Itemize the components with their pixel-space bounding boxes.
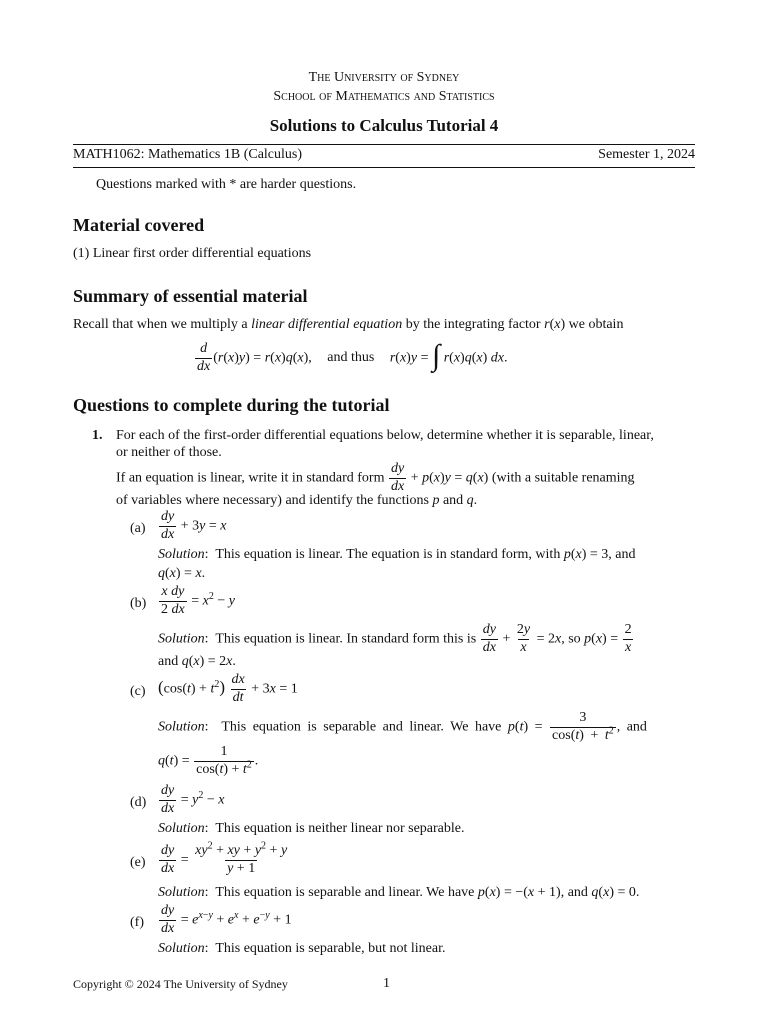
part-f-equation: $\frac{dy}{dx}$ = $e^{x-y} + e^x + e^{-y} + 1$ — [161, 903, 292, 936]
bottom-rule — [73, 167, 695, 168]
part-b-solution: Solution: This equation is linear. In standard form this is $\frac{dy}{dx}$ + $\frac{2y}{x}$ = 2x, so p(x) = $\frac{2}{x}$ — [158, 622, 632, 655]
part-c-label: (c) — [130, 684, 146, 699]
material-heading: Material covered — [73, 215, 205, 235]
questions-heading: Questions to complete during the tutorial — [73, 395, 390, 415]
part-c-solution: Solution: This equation is separable and linear. We have p(t) = $\frac{3}{\cos(t) + t^2}$ , and — [158, 710, 647, 743]
part-b-label: (b) — [130, 596, 147, 611]
part-e-label: (e) — [130, 855, 146, 870]
summary-formula: $\frac{d}{dx}$ (r(x)y) = r(x)q(x), and thus r(x)y = ∫ r(x)q(x) dx. — [197, 339, 508, 374]
part-e-equation: $\frac{dy}{dx}$ = $\frac{xy^2 + xy + y^2 + y}{y + 1}$ — [161, 840, 288, 876]
page-title: Solutions to Calculus Tutorial 4 — [269, 116, 499, 135]
part-a-label: (a) — [130, 521, 146, 536]
question-1-standard-form-line2: of variables where necessary) and identify the functions p and q. — [116, 493, 478, 508]
page-number: 1 — [383, 976, 390, 991]
school-name: School of Mathematics and Statistics — [273, 89, 495, 104]
semester-label: Semester 1, 2024 — [598, 147, 695, 162]
part-f-label: (f) — [130, 915, 144, 930]
university-name: The University of Sydney — [308, 70, 460, 85]
question-1-standard-form: If an equation is linear, write it in standard form $\frac{dy}{dx}$ + p(x)y = q(x) (with a suitable renaming — [116, 461, 635, 494]
top-rule — [73, 144, 695, 145]
part-b-equation: $\frac{\text{x dy}}{2 dx}$ = $x^2 - y$ — [161, 584, 235, 617]
material-item: (1) Linear first order differential equations — [73, 246, 312, 261]
part-d-equation: $\frac{dy}{dx}$ = $y^2 - x$ — [161, 783, 225, 816]
harder-questions-note: Questions marked with * are harder questions. — [96, 177, 357, 192]
part-d-label: (d) — [130, 795, 147, 810]
and-thus-text: and thus — [327, 350, 375, 366]
course-name: MATH1062: Mathematics 1B (Calculus) — [73, 147, 303, 162]
summary-text: Recall that when we multiply a linear differential equation by the integrating factor r(x) we obtain — [73, 317, 624, 332]
part-b-solution-line2: and q(x) = 2x. — [158, 654, 236, 669]
question-1-line2: or neither of those. — [116, 445, 222, 460]
copyright-footer: Copyright © 2024 The University of Sydney — [73, 977, 288, 991]
part-a-solution-line2: q(x) = x. — [158, 566, 206, 581]
part-d-solution: Solution: This equation is neither linear nor separable. — [158, 821, 465, 836]
question-1-line1: For each of the first-order differential equations below, determine whether it is separable, linear, — [116, 428, 654, 443]
part-c-solution-line2: q(t) = $\frac{1}{\cos(t) + t^2}$ . — [158, 744, 259, 777]
part-c-equation: $(\cos(t) + t^2)$ $\frac{dx}{dt}$ + 3x = 1 — [158, 672, 298, 705]
part-a-solution: Solution: This equation is linear. The equation is in standard form, with p(x) = 3, and — [158, 547, 636, 562]
part-a-equation: $\frac{dy}{dx}$ + 3y = x — [161, 509, 227, 542]
question-1-number: 1. — [92, 428, 103, 443]
part-f-solution: Solution: This equation is separable, but not linear. — [158, 941, 446, 956]
part-e-solution: Solution: This equation is separable and linear. We have p(x) = −(x + 1), and q(x) = 0. — [158, 885, 640, 900]
summary-heading: Summary of essential material — [73, 286, 308, 306]
